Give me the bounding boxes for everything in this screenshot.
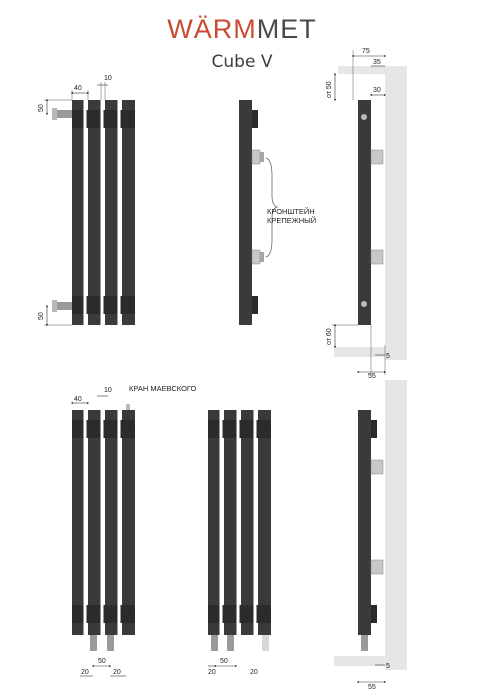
model-name: Cube V [211,52,273,72]
wall-bracket [252,250,260,264]
radiator-tube [88,410,101,635]
top-collector-side [252,110,258,128]
dim-20b: 20 [250,669,258,676]
inlet-pipe [56,110,72,118]
front-view-bottom-connection [208,410,271,676]
wall [385,66,407,360]
dim-20: 20 [208,669,216,676]
bottom-collector-side [252,296,258,314]
front-view-top [38,75,135,325]
outlet-pipe [56,302,72,310]
dim-50: 50 [220,658,228,665]
radiator-tube [88,100,101,325]
wall-bracket [252,150,260,164]
dim-depth: 40 [74,85,82,92]
floor [334,347,385,357]
side-view-wall-top [326,48,407,380]
dim-30: 30 [373,87,381,94]
bracket-callout-line2: КРЕПЕЖНЫЙ [267,216,317,225]
front-view-bottom [72,384,197,676]
valve [90,635,97,651]
dim-75: 75 [362,48,370,55]
wall-bracket [371,250,383,264]
dim-from-50: от 50 [326,81,333,98]
dim-gap: 10 [104,387,112,394]
side-view-top [239,100,316,325]
dim-20b: 20 [113,669,121,676]
vent-valve [126,404,130,410]
dim-bottom-pipe: 50 [38,312,45,320]
dim-35: 35 [373,59,381,66]
radiator-tube [105,410,118,635]
dim-55: 55 [368,373,376,380]
vent-valve [361,114,367,120]
radiator-tube [72,100,85,325]
dim-5: 5 [386,663,390,670]
dim-top-pipe: 50 [38,104,45,112]
vent-valve-callout: КРАН МАЕВСКОГО [129,384,197,393]
radiator-tube [72,410,85,635]
brand-logo-part2: MET [256,14,317,44]
dim-20a: 20 [81,669,89,676]
radiator-tube [105,100,118,325]
brand-logo-part1: WÄRM [167,14,257,44]
radiator-side-body [358,100,371,325]
dim-5: 5 [386,353,390,360]
dim-gap: 10 [104,75,112,82]
bracket-callout-line1: КРОНШТЕЙН [267,207,315,216]
dim-55: 55 [368,684,376,691]
radiator-tube [122,410,135,635]
side-view-wall-bottom [334,380,407,691]
radiator-side-body [239,100,252,325]
valve [107,635,114,651]
dim-50: 50 [98,658,106,665]
dim-from-60: от 60 [326,328,333,345]
radiator-tube [122,100,135,325]
wall-bracket [371,150,383,164]
dim-depth: 40 [74,396,82,403]
